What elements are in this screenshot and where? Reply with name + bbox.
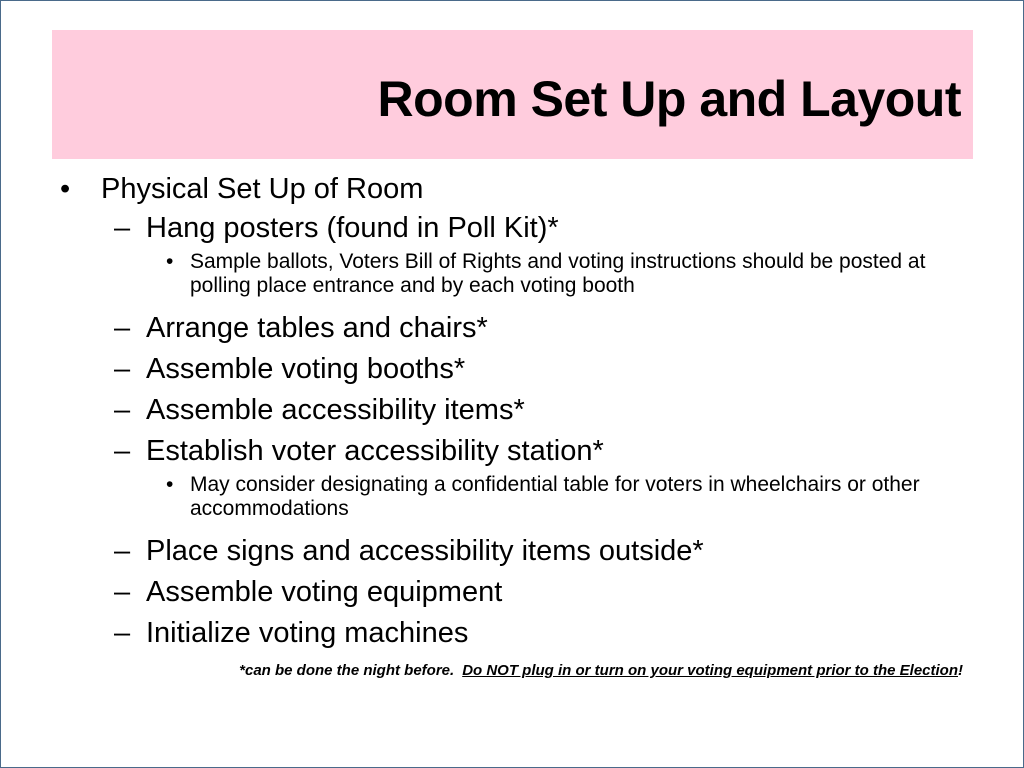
detail-confidential-table <box>0 473 1024 521</box>
bullet-marker: • <box>166 473 174 496</box>
footnote <box>0 662 963 679</box>
subbullet-text: Assemble accessibility items* <box>146 394 525 426</box>
title-band <box>52 30 973 159</box>
dash-marker: – <box>114 435 131 467</box>
subbullet-place-signs <box>0 531 1024 572</box>
dash-marker: – <box>114 576 131 608</box>
subbullet-text: Arrange tables and chairs* <box>146 312 488 344</box>
footnote-note: *can be done the night before. <box>239 662 455 679</box>
dash-marker: – <box>114 535 131 567</box>
dash-marker: – <box>114 212 131 244</box>
dash-marker: – <box>114 353 131 385</box>
subbullet-accessibility-items <box>0 390 1024 431</box>
dash-marker: – <box>114 312 131 344</box>
subbullet-arrange-tables <box>0 308 1024 349</box>
bullet-marker: • <box>166 250 174 273</box>
slide-title: Room Set Up and Layout <box>377 71 961 127</box>
bullet-marker: • <box>60 173 71 205</box>
detail-text: Sample ballots, Voters Bill of Rights and voting instructions should be posted at polling place entrance and by each voting booth <box>190 250 926 297</box>
subbullet-text: Place signs and accessibility items outside* <box>146 535 704 567</box>
detail-text: May consider designating a confidential table for voters in wheelchairs or other accommodations <box>190 473 920 520</box>
subbullet-hang-posters <box>0 208 1024 249</box>
subbullet-text: Assemble voting equipment <box>146 576 503 608</box>
subbullet-text: Hang posters (found in Poll Kit)* <box>146 212 559 244</box>
bullet-text: Physical Set Up of Room <box>101 173 424 205</box>
subbullet-text: Establish voter accessibility station* <box>146 435 604 467</box>
dash-marker: – <box>114 394 131 426</box>
subbullet-voting-equipment <box>0 572 1024 613</box>
footnote-exclamation: ! <box>958 662 963 679</box>
subbullet-text: Initialize voting machines <box>146 617 469 649</box>
detail-sample-ballots <box>0 250 1024 298</box>
bullet-list <box>0 170 1024 654</box>
subbullet-accessibility-station <box>0 431 1024 472</box>
footnote-warning: Do NOT plug in or turn on your voting equipment prior to the Election <box>462 662 958 679</box>
dash-marker: – <box>114 617 131 649</box>
bullet-physical-setup <box>0 170 1024 208</box>
subbullet-initialize-machines <box>0 613 1024 654</box>
subbullet-text: Assemble voting booths* <box>146 353 466 385</box>
subbullet-assemble-booths <box>0 349 1024 390</box>
